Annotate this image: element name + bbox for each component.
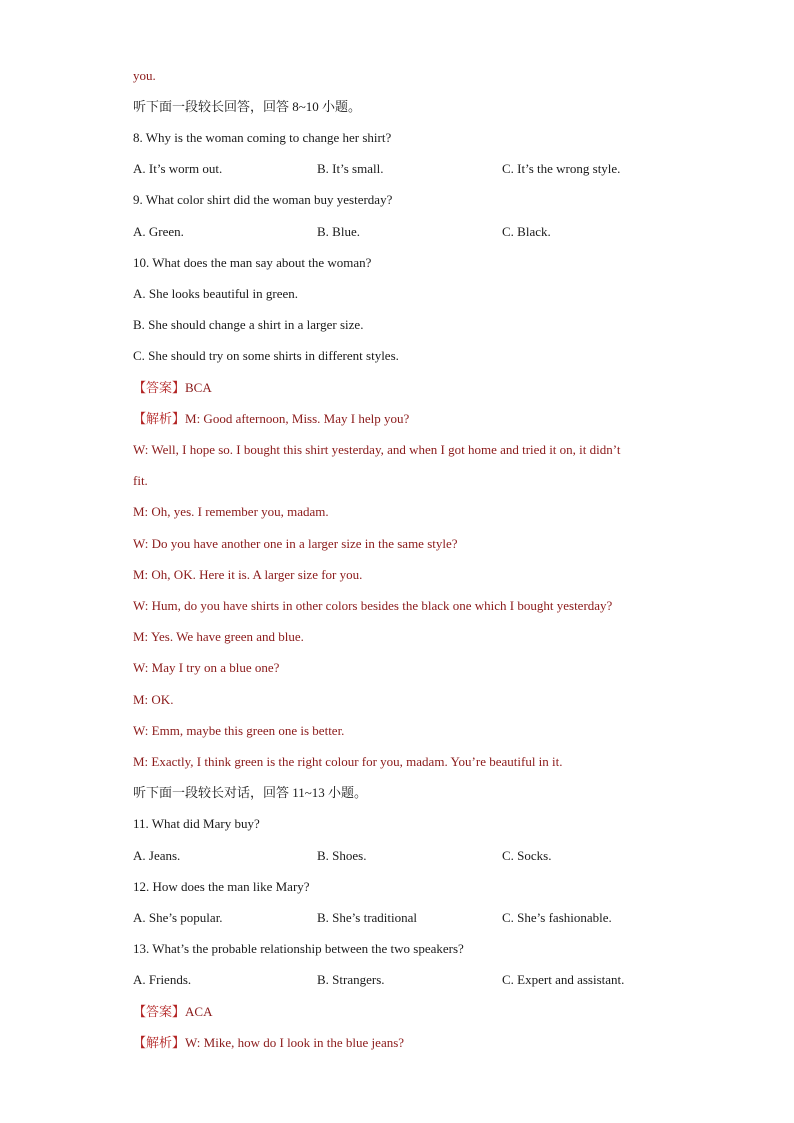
answer-tag: 【答案】 [133, 1004, 186, 1019]
q13-option-c: C. Expert and assistant. [502, 972, 625, 987]
question-9: 9. What color shirt did the woman buy yesterday? [133, 192, 393, 207]
dialogue-line: M: Oh, yes. I remember you, madam. [133, 504, 329, 519]
dialogue-line: W: Emm, maybe this green one is better. [133, 723, 345, 738]
q10-option-b: B. She should change a shirt in a larger size. [133, 317, 364, 332]
dialogue-line: W: Do you have another one in a larger size in the same style? [133, 536, 458, 551]
continued-text: you. [133, 68, 156, 83]
q10-option-c: C. She should try on some shirts in different styles. [133, 348, 399, 363]
question-11: 11. What did Mary buy? [133, 816, 260, 831]
q11-option-c: C. Socks. [502, 848, 552, 863]
answer-value: ACA [185, 1004, 213, 1019]
dialogue-line: M: OK. [133, 692, 174, 707]
dialogue-line: W: May I try on a blue one? [133, 660, 280, 675]
dialogue-line: W: Well, I hope so. I bought this shirt yesterday, and when I got home and tried it on, it didn’t [133, 442, 621, 457]
section-instruction-2: 听下面一段较长对话，回答 11~13 小题。 [133, 785, 368, 800]
q8-option-a: A. It’s worm out. [133, 161, 223, 176]
q9-option-c: C. Black. [502, 224, 551, 239]
q9-option-b: B. Blue. [317, 224, 360, 239]
answer-tag: 【答案】 [133, 380, 186, 395]
dialogue-line: M: Yes. We have green and blue. [133, 629, 304, 644]
q12-option-c: C. She’s fashionable. [502, 910, 612, 925]
question-12: 12. How does the man like Mary? [133, 879, 310, 894]
q12-option-a: A. She’s popular. [133, 910, 223, 925]
dialogue-line: M: Exactly, I think green is the right colour for you, madam. You’re beautiful in it. [133, 754, 563, 769]
answer-value: BCA [185, 380, 212, 395]
question-13: 13. What’s the probable relationship between the two speakers? [133, 941, 464, 956]
analysis-text: W: Mike, how do I look in the blue jeans? [185, 1035, 405, 1050]
q11-option-b: B. Shoes. [317, 848, 367, 863]
analysis-2 [133, 1035, 404, 1051]
q13-option-a: A. Friends. [133, 972, 192, 987]
q13-option-b: B. Strangers. [317, 972, 385, 987]
analysis-1 [133, 411, 409, 427]
section-instruction-1: 听下面一段较长回答，回答 8~10 小题。 [133, 99, 362, 114]
q11-option-a: A. Jeans. [133, 848, 181, 863]
answer-2 [133, 1004, 212, 1020]
analysis-text: M: Good afternoon, Miss. May I help you? [185, 411, 410, 426]
q8-option-c: C. It’s the wrong style. [502, 161, 621, 176]
dialogue-line: fit. [133, 473, 148, 488]
question-10: 10. What does the man say about the woman? [133, 255, 372, 270]
q10-option-a: A. She looks beautiful in green. [133, 286, 298, 301]
q12-option-b: B. She’s traditional [317, 910, 418, 925]
dialogue-line: M: Oh, OK. Here it is. A larger size for you. [133, 567, 363, 582]
q8-option-b: B. It’s small. [317, 161, 384, 176]
analysis-tag: 【解析】 [133, 411, 186, 426]
question-8: 8. Why is the woman coming to change her shirt? [133, 130, 392, 145]
analysis-tag: 【解析】 [133, 1035, 186, 1050]
dialogue-line: W: Hum, do you have shirts in other colors besides the black one which I bought yesterday? [133, 598, 613, 613]
q9-option-a: A. Green. [133, 224, 184, 239]
answer-1 [133, 380, 212, 396]
